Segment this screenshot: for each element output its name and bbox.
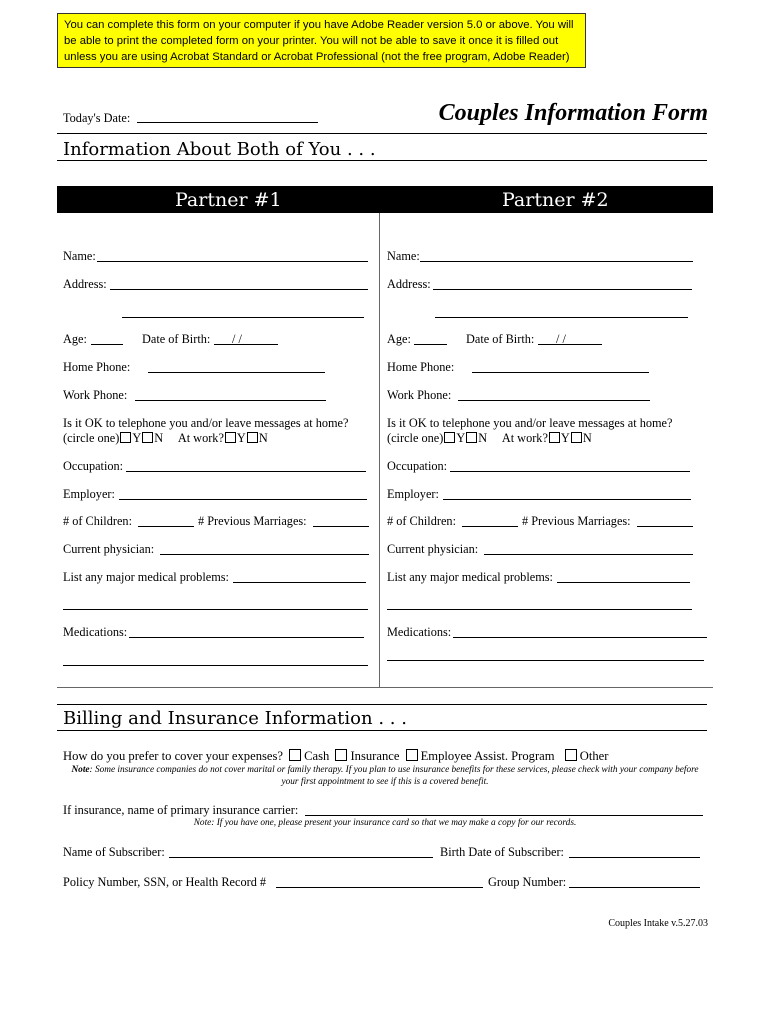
p1-work-phone-label: Work Phone: (63, 388, 128, 402)
p1-dob-field[interactable] (214, 344, 278, 345)
p1-physician-field[interactable] (160, 554, 369, 555)
p1-marriages-field[interactable] (313, 526, 369, 527)
p2-home-yes-checkbox[interactable] (444, 432, 455, 443)
p1-dob-slashes: / / (232, 332, 242, 346)
p1-work-no-checkbox[interactable] (247, 432, 258, 443)
p2-work-phone-field[interactable] (458, 400, 650, 401)
p1-work-yes-checkbox[interactable] (225, 432, 236, 443)
p2-home-phone-label: Home Phone: (387, 360, 455, 374)
employee-assist-checkbox[interactable] (406, 749, 418, 761)
subscriber-field[interactable] (169, 857, 433, 858)
todays-date-label: Today's Date: (63, 111, 131, 125)
carrier-field[interactable] (305, 815, 703, 816)
p1-address-field[interactable] (110, 289, 368, 290)
p2-medications-label: Medications: (387, 625, 452, 639)
p2-age-label: Age: (387, 332, 411, 346)
p2-physician-field[interactable] (484, 554, 693, 555)
partner2-title: Partner #2 (502, 189, 609, 211)
p2-at-work-label: At work? (501, 431, 548, 445)
policy-field[interactable] (276, 887, 483, 888)
p2-address-field[interactable] (433, 289, 692, 290)
p1-home-yes-label: Y (132, 431, 142, 445)
p1-medications-field[interactable] (129, 637, 364, 638)
p2-marriages-label: # Previous Marriages: (522, 514, 631, 528)
employee-assist-label: Employee Assist. Program (420, 749, 555, 763)
p1-medications-label: Medications: (63, 625, 128, 639)
p2-home-phone-field[interactable] (472, 372, 649, 373)
subscriber-label: Name of Subscriber: (63, 845, 165, 859)
p2-dob-label: Date of Birth: (466, 332, 535, 346)
section-both-rule (57, 160, 707, 161)
p1-name-field[interactable] (97, 261, 368, 262)
p1-occupation-field[interactable] (126, 471, 366, 472)
p1-home-phone-label: Home Phone: (63, 360, 131, 374)
p1-employer-field[interactable] (119, 499, 367, 500)
p2-work-no-label: N (582, 431, 592, 445)
p2-occupation-label: Occupation: (387, 459, 448, 473)
p1-occupation-label: Occupation: (63, 459, 124, 473)
p1-name-label: Name: (63, 249, 96, 263)
p2-medical-field[interactable] (557, 582, 690, 583)
other-label: Other (579, 749, 609, 763)
p2-home-no-label: N (478, 431, 488, 445)
subscriber-dob-label: Birth Date of Subscriber: (440, 845, 564, 859)
p2-medications-field[interactable] (453, 637, 707, 638)
p1-home-yes-checkbox[interactable] (120, 432, 131, 443)
insurance-label: Insurance (350, 749, 400, 763)
p2-circle-one-label: (circle one) (387, 431, 444, 445)
p2-age-field[interactable] (414, 344, 447, 345)
form-title: Couples Information Form (438, 100, 708, 126)
p2-address-label: Address: (387, 277, 431, 291)
p1-home-no-label: N (154, 431, 164, 445)
other-checkbox[interactable] (565, 749, 577, 761)
p2-home-no-checkbox[interactable] (466, 432, 477, 443)
insurance-note-text: : Some insurance companies do not cover marital or family therapy. If you plan to use insurance benefits for these services, please check with your company before your first appointment to see if this is a covered benefit. (89, 765, 699, 787)
partner-header-band (57, 186, 713, 213)
p1-children-label: # of Children: (63, 514, 132, 528)
p2-employer-label: Employer: (387, 487, 439, 501)
p1-age-label: Age: (63, 332, 87, 346)
p2-phone-consent-row (387, 431, 592, 446)
p2-medications-field-2[interactable] (387, 660, 704, 661)
p1-medications-field-2[interactable] (63, 665, 368, 666)
p2-name-label: Name: (387, 249, 420, 263)
section-billing-title: Billing and Insurance Information . . . (63, 708, 407, 729)
p2-name-field[interactable] (420, 261, 693, 262)
p1-phone-consent-row (63, 431, 268, 446)
p1-dob-label: Date of Birth: (142, 332, 211, 346)
title-rule (57, 133, 707, 134)
p1-age-field[interactable] (91, 344, 123, 345)
p1-work-yes-label: Y (236, 431, 246, 445)
policy-label: Policy Number, SSN, or Health Record # (63, 875, 267, 889)
p2-employer-field[interactable] (443, 499, 691, 500)
p2-address-field-2[interactable] (435, 317, 688, 318)
p2-children-field[interactable] (462, 526, 518, 527)
p1-work-phone-field[interactable] (135, 400, 326, 401)
p1-children-field[interactable] (138, 526, 194, 527)
billing-title-rule (57, 730, 707, 731)
insurance-checkbox[interactable] (335, 749, 347, 761)
p1-circle-one-label: (circle one) (63, 431, 120, 445)
p2-marriages-field[interactable] (637, 526, 693, 527)
p1-work-no-label: N (258, 431, 268, 445)
insurance-note (70, 764, 700, 788)
p1-medical-label: List any major medical problems: (63, 570, 229, 584)
cash-checkbox[interactable] (289, 749, 301, 761)
p2-work-no-checkbox[interactable] (571, 432, 582, 443)
p1-ok-phone-label: Is it OK to telephone you and/or leave messages at home? (63, 416, 349, 430)
subscriber-dob-field[interactable] (569, 857, 700, 858)
p2-home-yes-label: Y (456, 431, 466, 445)
payment-question: How do you prefer to cover your expenses? (63, 749, 283, 763)
p2-dob-field[interactable] (538, 344, 602, 345)
group-field[interactable] (569, 887, 700, 888)
group-label: Group Number: (488, 875, 567, 889)
p1-at-work-label: At work? (177, 431, 224, 445)
billing-top-rule (57, 704, 707, 705)
p1-medical-field[interactable] (233, 582, 366, 583)
p2-occupation-field[interactable] (450, 471, 690, 472)
p2-work-yes-label: Y (560, 431, 570, 445)
p2-dob-slashes: / / (556, 332, 566, 346)
partner1-title: Partner #1 (175, 189, 282, 211)
p2-medical-field-2[interactable] (387, 609, 692, 610)
adobe-reader-notice: You can complete this form on your computer if you have Adobe Reader version 5.0 or above. You will be able to print the completed form on your printer. You will not be able to save it once it is filled out unless you are using Acrobat Standard or Acrobat Professional (not the free program, Adobe Reader) (57, 13, 586, 68)
cash-label: Cash (304, 749, 330, 763)
p2-children-label: # of Children: (387, 514, 456, 528)
p1-address-label: Address: (63, 277, 107, 291)
p2-medical-label: List any major medical problems: (387, 570, 553, 584)
p1-home-no-checkbox[interactable] (142, 432, 153, 443)
todays-date-field[interactable] (137, 122, 318, 123)
section-both-title: Information About Both of You . . . (63, 139, 376, 160)
p2-physician-label: Current physician: (387, 542, 479, 556)
p1-marriages-label: # Previous Marriages: (198, 514, 307, 528)
p1-address-field-2[interactable] (122, 317, 364, 318)
form-version: Couples Intake v.5.27.03 (608, 918, 708, 929)
insurance-note-prefix: Note (71, 765, 90, 775)
insurance-card-note: Note: If you have one, please present your insurance card so that we may make a copy for our records. (193, 818, 577, 828)
p2-work-phone-label: Work Phone: (387, 388, 452, 402)
payment-method-row (63, 749, 608, 764)
carrier-label: If insurance, name of primary insurance carrier: (63, 803, 299, 817)
p1-employer-label: Employer: (63, 487, 115, 501)
partner-bottom-rule (57, 687, 713, 688)
p1-physician-label: Current physician: (63, 542, 155, 556)
p1-home-phone-field[interactable] (148, 372, 325, 373)
p2-work-yes-checkbox[interactable] (549, 432, 560, 443)
p2-ok-phone-label: Is it OK to telephone you and/or leave messages at home? (387, 416, 673, 430)
p1-medical-field-2[interactable] (63, 609, 368, 610)
partner-divider (379, 213, 380, 687)
